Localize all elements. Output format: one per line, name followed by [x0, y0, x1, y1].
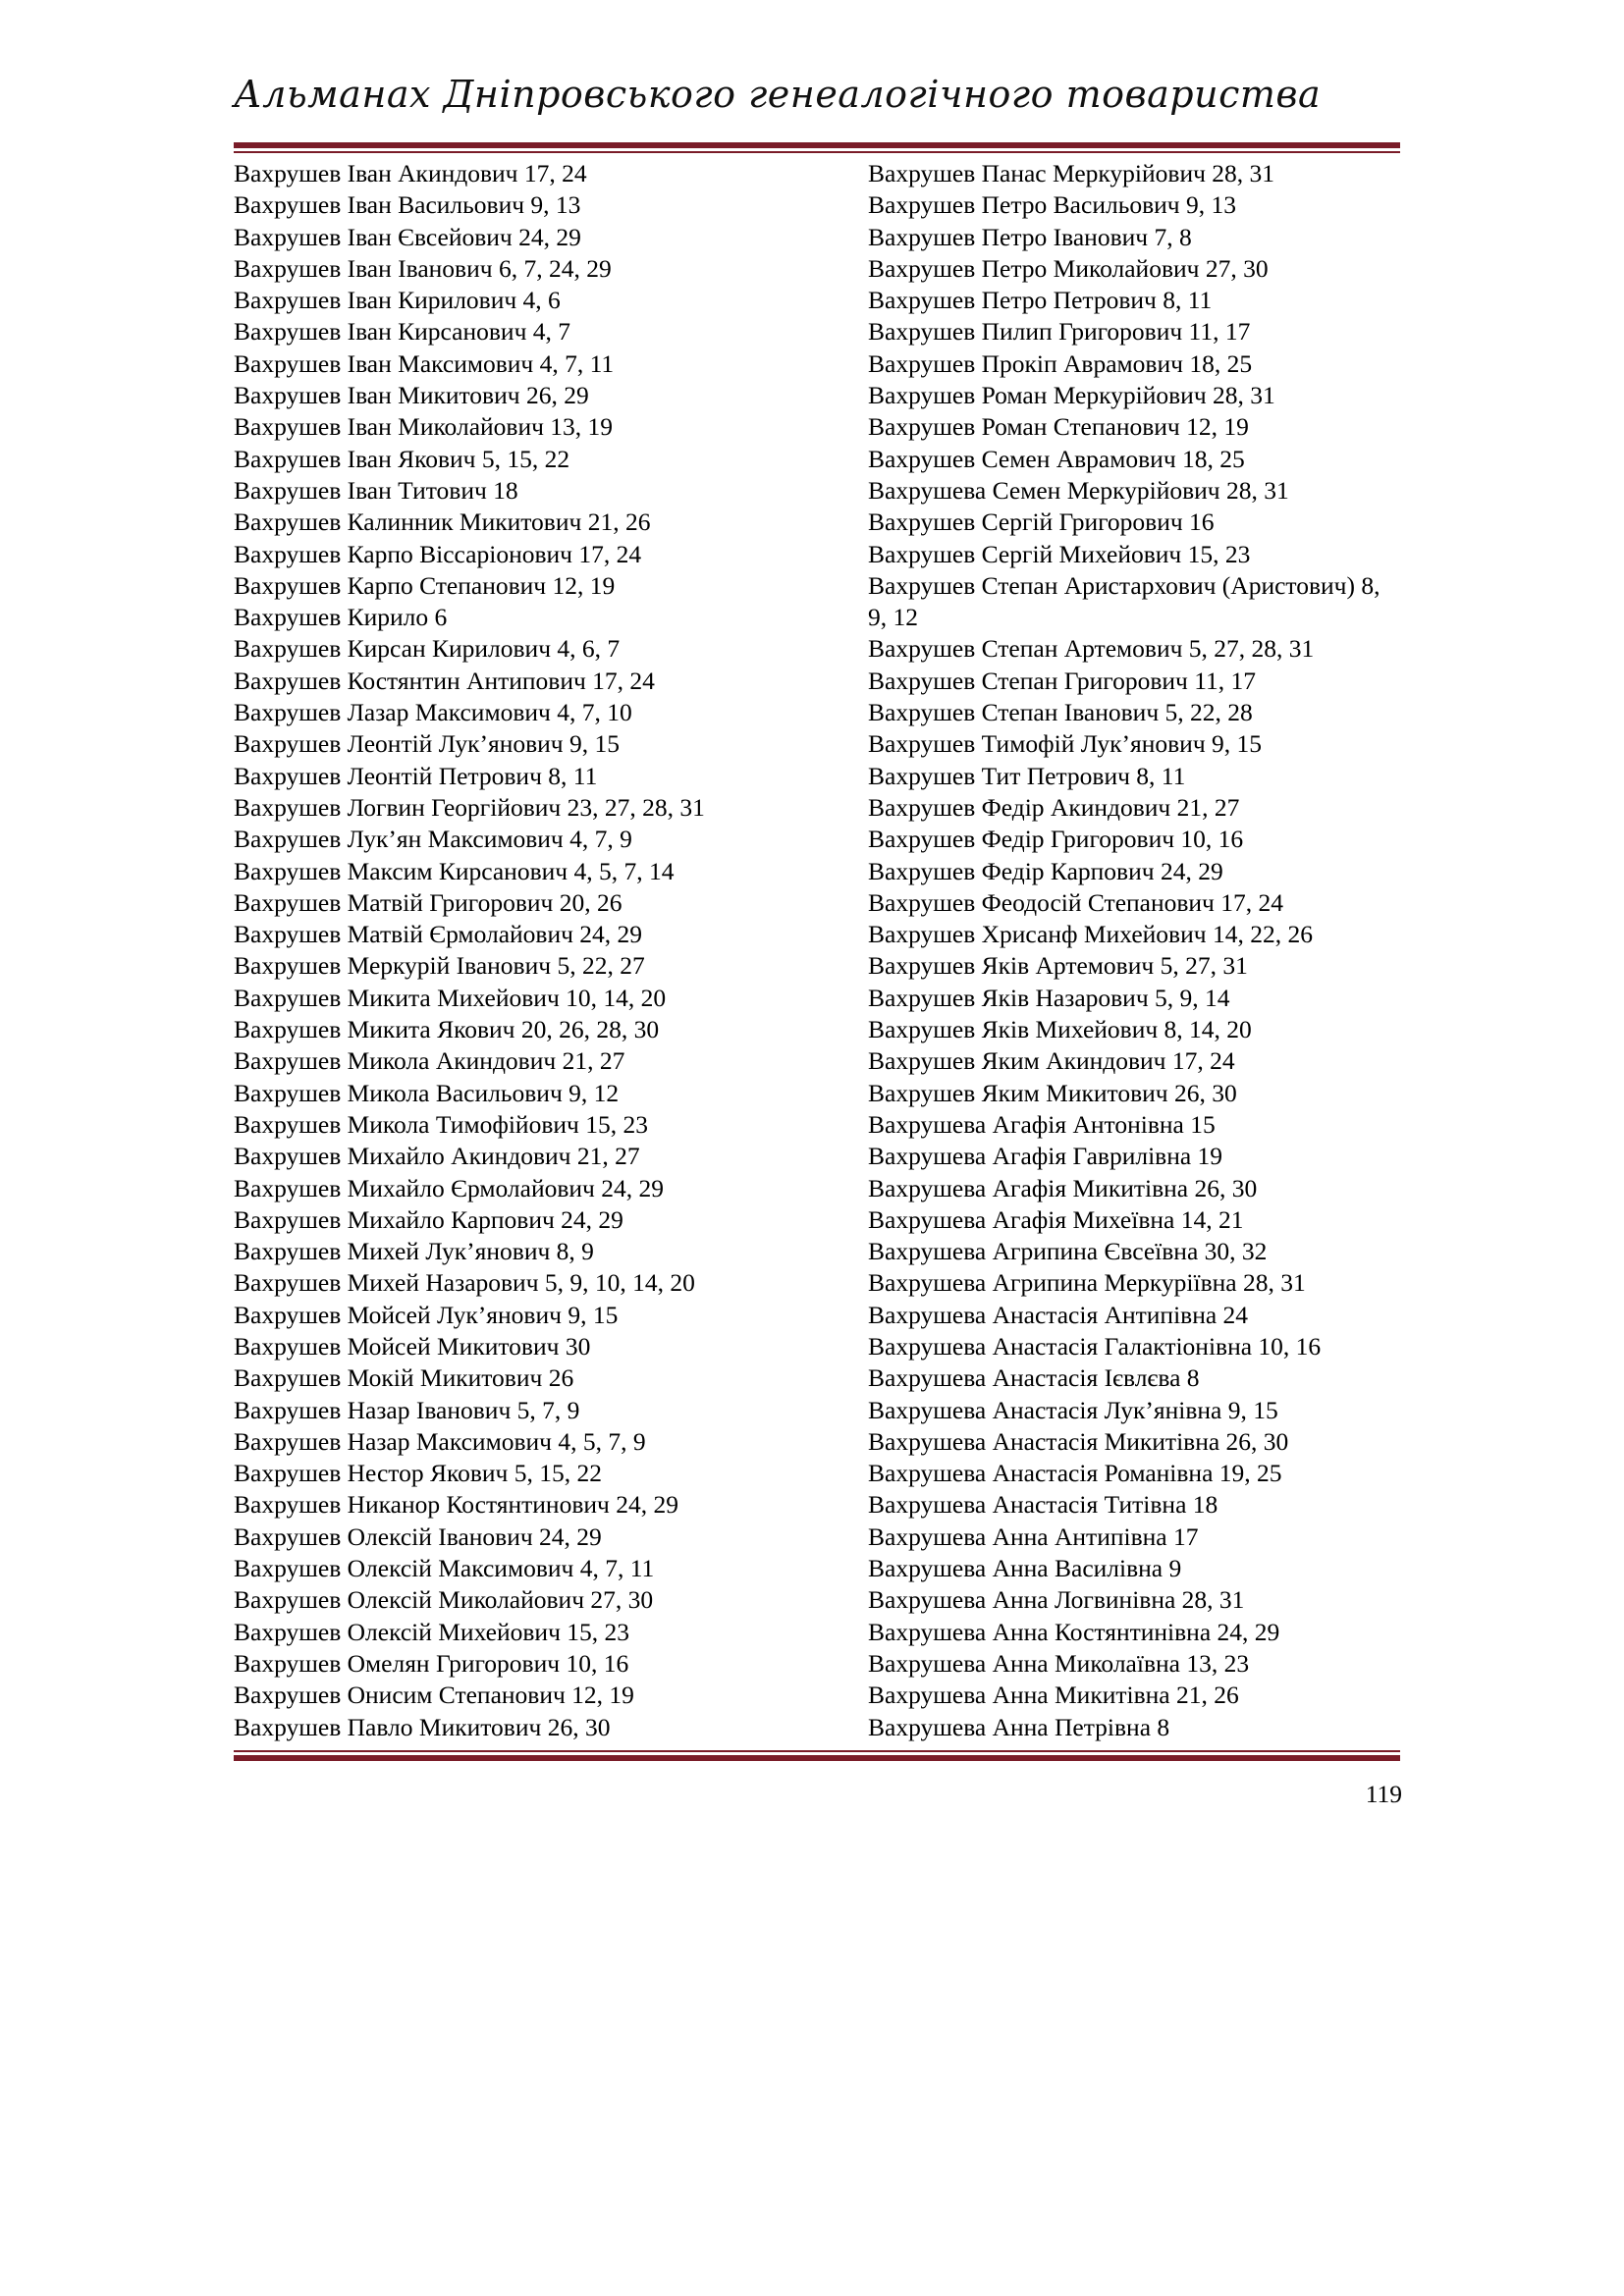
index-entry: Вахрушев Іван Якович 5, 15, 22	[234, 444, 570, 473]
index-entry: Вахрушев Панас Меркурійович 28, 31	[868, 159, 1275, 187]
index-entry: Вахрушев Павло Микитович 26, 30	[234, 1712, 611, 1741]
index-entry: Вахрушев Матвій Григорович 20, 26	[234, 887, 623, 917]
index-entry: Вахрушев Тит Петрович 8, 11	[868, 761, 1186, 790]
index-entry: Вахрушева Анастасія Лук’янівна 9, 15	[868, 1395, 1278, 1424]
index-entry: Вахрушева Анна Миколаївна 13, 23	[868, 1648, 1250, 1678]
index-entry: Вахрушев Роман Меркурійович 28, 31	[868, 381, 1275, 410]
index-entry: Вахрушев Микита Якович 20, 26, 28, 30	[234, 1015, 660, 1044]
index-entry: Вахрушев Матвій Єрмолайович 24, 29	[234, 920, 643, 949]
index-entry: Вахрушев Петро Васильович 9, 13	[868, 190, 1236, 220]
index-entry: Вахрушев Микола Тимофійович 15, 23	[234, 1109, 648, 1139]
index-entry: Вахрушев Петро Петрович 8, 11	[868, 286, 1213, 315]
index-entry: Вахрушев Сергій Михейович 15, 23	[868, 539, 1251, 568]
index-entry: Вахрушев Мойсей Микитович 30	[234, 1331, 591, 1361]
index-entry: Вахрушева Анастасія Ієвлєва 8	[868, 1363, 1200, 1393]
index-entry: Вахрушев Феодосій Степанович 17, 24	[868, 887, 1284, 917]
index-entry: Вахрушев Іван Васильович 9, 13	[234, 190, 581, 220]
index-entry: Вахрушев Назар Іванович 5, 7, 9	[234, 1395, 580, 1424]
index-entry: Вахрушев Карпо Степанович 12, 19	[234, 570, 616, 600]
index-entry: Вахрушева Агафія Гаврилівна 19	[868, 1142, 1223, 1171]
index-entry: Вахрушев Федір Карпович 24, 29	[868, 856, 1223, 885]
footer-rule-thick	[234, 1755, 1400, 1761]
index-entry: Вахрушева Семен Меркурійович 28, 31	[868, 475, 1289, 505]
index-entry: Вахрушев Леонтій Петрович 8, 11	[234, 761, 598, 790]
index-column-right	[868, 158, 1404, 1743]
index-entry: Вахрушева Анна Микитівна 21, 26	[868, 1681, 1239, 1710]
index-entry: Вахрушев Карпо Віссаріонович 17, 24	[234, 539, 642, 568]
index-column-left	[234, 158, 833, 1743]
index-entry: Вахрушев Михайло Карпович 24, 29	[234, 1204, 623, 1234]
index-entry: Вахрушев Іван Титович 18	[234, 475, 518, 505]
index-entry: Вахрушев Семен Аврамович 18, 25	[868, 444, 1245, 473]
index-entry: Вахрушев Іван Микитович 26, 29	[234, 381, 589, 410]
index-entry: Вахрушев Микита Михейович 10, 14, 20	[234, 983, 667, 1012]
index-entry: Вахрушева Анна Василівна 9	[868, 1554, 1182, 1583]
index-entry: Вахрушев Пилип Григорович 11, 17	[868, 317, 1251, 347]
index-entry: Вахрушев Костянтин Антипович 17, 24	[234, 666, 655, 695]
index-entry: Вахрушев Федір Григорович 10, 16	[868, 825, 1244, 854]
index-entry: Вахрушев Мокій Микитович 26	[234, 1363, 574, 1393]
index-entry: Вахрушев Степан Григорович 11, 17	[868, 666, 1257, 695]
index-entry: Вахрушев Олексій Максимович 4, 7, 11	[234, 1554, 655, 1583]
index-entry: Вахрушев Логвин Георгійович 23, 27, 28, 31	[234, 792, 705, 822]
footer-rule-thin	[234, 1750, 1400, 1752]
index-entry: Вахрушев Максим Кирсанович 4, 5, 7, 14	[234, 856, 675, 885]
index-entry: Вахрушева Анастасія Романівна 19, 25	[868, 1459, 1282, 1488]
index-entry: Вахрушев Яким Микитович 26, 30	[868, 1078, 1237, 1107]
index-entry: Вахрушев Іван Євсейович 24, 29	[234, 222, 581, 251]
index-entry: Вахрушев Мойсей Лук’янович 9, 15	[234, 1300, 619, 1329]
index-entry: Вахрушев Іван Максимович 4, 7, 11	[234, 348, 615, 378]
index-entry: Вахрушева Агафія Микитівна 26, 30	[868, 1173, 1258, 1202]
index-entry: Вахрушев Назар Максимович 4, 5, 7, 9	[234, 1426, 646, 1456]
index-entry: Вахрушев Нестор Якович 5, 15, 22	[234, 1459, 602, 1488]
index-entry: Вахрушев Лазар Максимович 4, 7, 10	[234, 698, 632, 727]
index-entry: Вахрушев Петро Іванович 7, 8	[868, 222, 1192, 251]
index-entry: Вахрушев Онисим Степанович 12, 19	[234, 1681, 634, 1710]
index-entry: Вахрушева Агафія Антонівна 15	[868, 1109, 1216, 1139]
index-entry: Вахрушева Агрипина Євсеївна 30, 32	[868, 1237, 1268, 1266]
index-entry: Вахрушев Олексій Михейович 15, 23	[234, 1617, 630, 1646]
index-entry: Вахрушев Михей Лук’янович 8, 9	[234, 1237, 594, 1266]
index-entry: Вахрушев Микола Васильович 9, 12	[234, 1078, 620, 1107]
index-entry: Вахрушева Анна Петрівна 8	[868, 1712, 1170, 1741]
index-entry: Вахрушев Федір Акиндович 21, 27	[868, 792, 1240, 822]
index-entry: Вахрушева Анна Антипівна 17	[868, 1522, 1199, 1551]
index-entry: Вахрушева Анастасія Галактіонівна 10, 16	[868, 1331, 1322, 1361]
index-entry: Вахрушев Сергій Григорович 16	[868, 507, 1215, 537]
index-entry: Вахрушев Михайло Акиндович 21, 27	[234, 1142, 640, 1171]
index-entry: Вахрушев Омелян Григорович 10, 16	[234, 1648, 629, 1678]
index-entry: Вахрушев Роман Степанович 12, 19	[868, 412, 1249, 442]
index-entry: Вахрушев Олексій Миколайович 27, 30	[234, 1585, 654, 1615]
index-entry: Вахрушев Яким Акиндович 17, 24	[868, 1046, 1235, 1076]
index-entry: Вахрушев Прокіп Аврамович 18, 25	[868, 348, 1253, 378]
index-entry: Вахрушева Анастасія Микитівна 26, 30	[868, 1426, 1289, 1456]
index-entry: Вахрушев Леонтій Лук’янович 9, 15	[234, 729, 620, 759]
index-entry: Вахрушева Анна Костянтинівна 24, 29	[868, 1617, 1280, 1646]
page-number: 119	[1365, 1780, 1402, 1808]
index-entry: Вахрушева Агрипина Меркуріївна 28, 31	[868, 1268, 1306, 1298]
index-entry: Вахрушев Кирило 6	[234, 603, 448, 632]
index-entry: Вахрушев Іван Кирилович 4, 6	[234, 286, 561, 315]
index-entry: Вахрушев Яків Артемович 5, 27, 31	[868, 951, 1248, 981]
index-entry: Вахрушев Степан Іванович 5, 22, 28	[868, 698, 1253, 727]
index-entry: Вахрушев Іван Іванович 6, 7, 24, 29	[234, 253, 612, 283]
index-entry: Вахрушев Степан Артемович 5, 27, 28, 31	[868, 634, 1315, 664]
index-entry: Вахрушев Яків Михейович 8, 14, 20	[868, 1015, 1252, 1044]
index-entry: Вахрушев Михайло Єрмолайович 24, 29	[234, 1173, 664, 1202]
index-entry: Вахрушев Петро Миколайович 27, 30	[868, 253, 1269, 283]
index-entry: Вахрушева Агафія Михеївна 14, 21	[868, 1204, 1244, 1234]
page-header-title: Альманах Дніпровського генеалогічного товариства	[234, 73, 1322, 116]
index-entry: Вахрушева Анастасія Антипівна 24	[868, 1300, 1249, 1329]
index-entry: Вахрушева Анна Логвинівна 28, 31	[868, 1585, 1245, 1615]
index-entry: Вахрушев Никанор Костянтинович 24, 29	[234, 1490, 678, 1520]
index-entry: Вахрушев Іван Миколайович 13, 19	[234, 412, 614, 442]
index-entry: Вахрушев Меркурій Іванович 5, 22, 27	[234, 951, 645, 981]
header-rule-thin	[234, 151, 1400, 153]
index-entry: Вахрушев Тимофій Лук’янович 9, 15	[868, 729, 1263, 759]
index-entry: Вахрушев Лук’ян Максимович 4, 7, 9	[234, 825, 632, 854]
index-entry: Вахрушев Іван Акиндович 17, 24	[234, 159, 587, 187]
index-entry: Вахрушев Кирсан Кирилович 4, 6, 7	[234, 634, 621, 664]
header-rule-thick	[234, 142, 1400, 148]
index-entry: Вахрушев Микола Акиндович 21, 27	[234, 1046, 625, 1076]
index-entry: Вахрушева Анастасія Титівна 18	[868, 1490, 1218, 1520]
index-entry: Вахрушев Іван Кирсанович 4, 7	[234, 317, 571, 347]
index-entry: Вахрушев Калинник Микитович 21, 26	[234, 507, 651, 537]
index-entry: Вахрушев Олексій Іванович 24, 29	[234, 1522, 602, 1551]
index-entry: Вахрушев Яків Назарович 5, 9, 14	[868, 983, 1230, 1012]
index-entry: Вахрушев Михей Назарович 5, 9, 10, 14, 20	[234, 1268, 695, 1298]
index-entry: Вахрушев Степан Аристархович (Аристович) 8, 9, 12	[868, 570, 1380, 632]
index-entry: Вахрушев Хрисанф Михейович 14, 22, 26	[868, 920, 1313, 949]
